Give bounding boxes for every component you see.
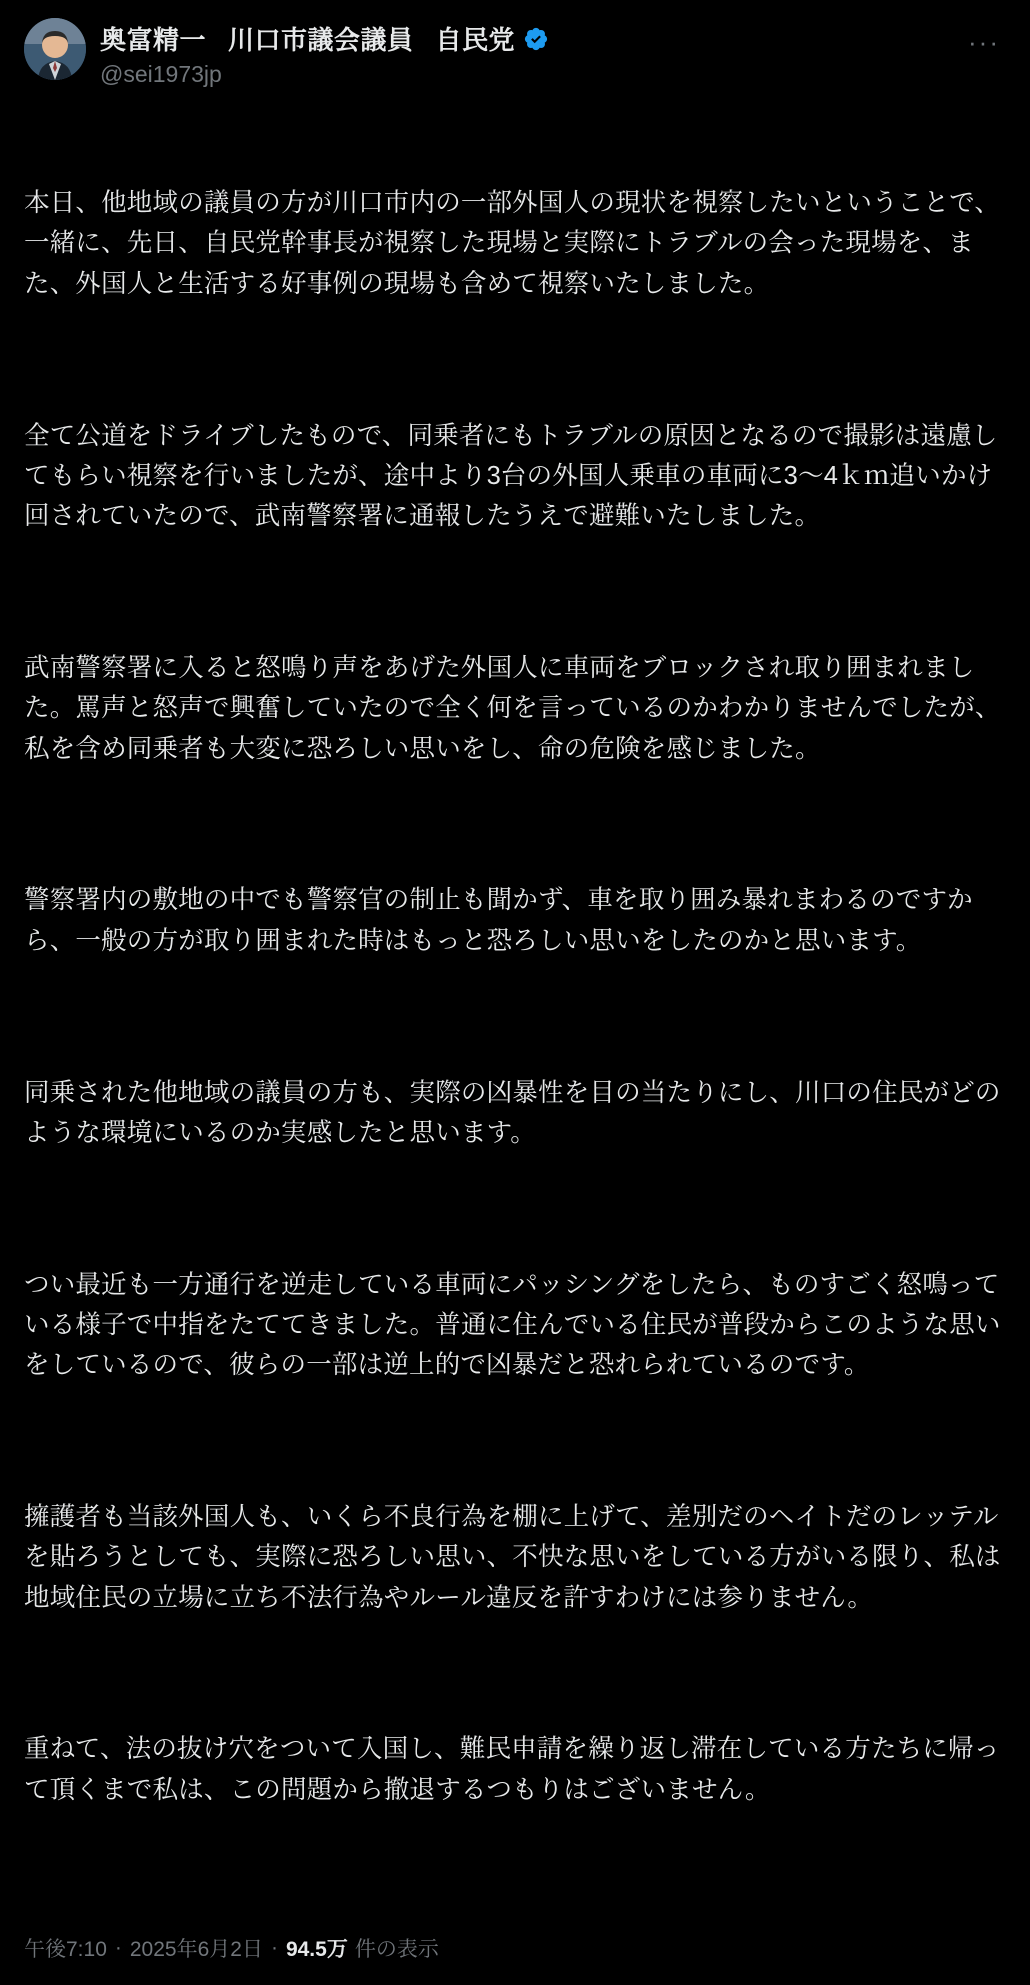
post-time: 午後7:10	[24, 1937, 107, 1961]
author-party: 自民党	[435, 25, 516, 55]
views-count: 94.5万	[285, 1937, 348, 1961]
tweet-paragraph: 本日、他地域の議員の方が川口市内の一部外国人の現状を視察したいということで、一緒に、先日、自民党幹事長が視察した現場と実際にトラブルの会った現場を、また、外国人と生活する好事例の現場も含めて視察いたしました。	[24, 189, 1001, 298]
more-options-icon[interactable]: ···	[968, 27, 1000, 57]
metadata-separator-2: ·	[270, 1935, 278, 1959]
tweet-paragraph: 同乗された他地域の議員の方も、実際の凶暴性を目の当たりにし、川口の住民がどのような環境にいるのか実感したと思います。	[24, 1078, 1001, 1147]
author-handle[interactable]: @sei1973jp	[100, 61, 222, 87]
tweet-metadata	[24, 1923, 1006, 1985]
avatar[interactable]	[24, 18, 86, 80]
tweet-paragraph: 重ねて、法の抜け穴をついて入国し、難民申請を繰り返し滞在している方たちに帰って頂くまで私は、この問題から撤退するつもりはございません。	[24, 1735, 1000, 1804]
post-date: 2025年6月2日	[129, 1937, 263, 1961]
tweet-text	[24, 99, 1006, 1923]
tweet-paragraph: 武南警察署に入ると怒鳴り声をあげた外国人に車両をブロックされ取り囲まれました。罵声と怒声で興奮していたので全く何を言っているのかわかりませんでしたが、私を含め同乗者も大変に恐ろしい思いをし、命の危険を感じました。	[24, 653, 1001, 763]
author-name-line[interactable]	[100, 20, 948, 57]
tweet-paragraph: 全て公道をドライブしたもので、同乗者にもトラブルの原因となるので撮影は遠慮してもらい視察を行いましたが、途中より3台の外国人乗車の車両に3〜4ｋｍ追いかけ回されていたので、武南警察署に通報したうえで避難いたしました。	[24, 421, 998, 531]
tweet-paragraph: 警察署内の敷地の中でも警察官の制止も聞かず、車を取り囲み暴れまわるのですから、一般の方が取り囲まれた時はもっと恐ろしい思いをしたのかと思います。	[24, 886, 973, 955]
author-display-name: 奥富精一	[100, 25, 207, 55]
author-title: 川口市議会議員	[228, 25, 414, 55]
tweet-paragraph: つい最近も一方通行を逆走している車両にパッシングをしたら、ものすごく怒鳴っている様子で中指をたててきました。普通に住んでいる住民が普段からこのような思いをしているので、彼らの一部は逆上的で凶暴だと恐れられているのです。	[24, 1270, 1001, 1380]
tweet-header	[24, 14, 1006, 99]
metadata-separator: ·	[114, 1935, 122, 1959]
verified-badge-icon	[523, 26, 549, 52]
views-label[interactable]: 件の表示	[354, 1937, 439, 1961]
author-block	[100, 18, 948, 89]
tweet-paragraph: 擁護者も当該外国人も、いくら不良行為を棚に上げて、差別だのヘイトだのレッテルを貼ろうとしても、実際に恐ろしい思い、不快な思いをしている方がいる限り、私は地域住民の立場に立ち不法行為やルール違反を許すわけには参りません。	[24, 1503, 1001, 1612]
